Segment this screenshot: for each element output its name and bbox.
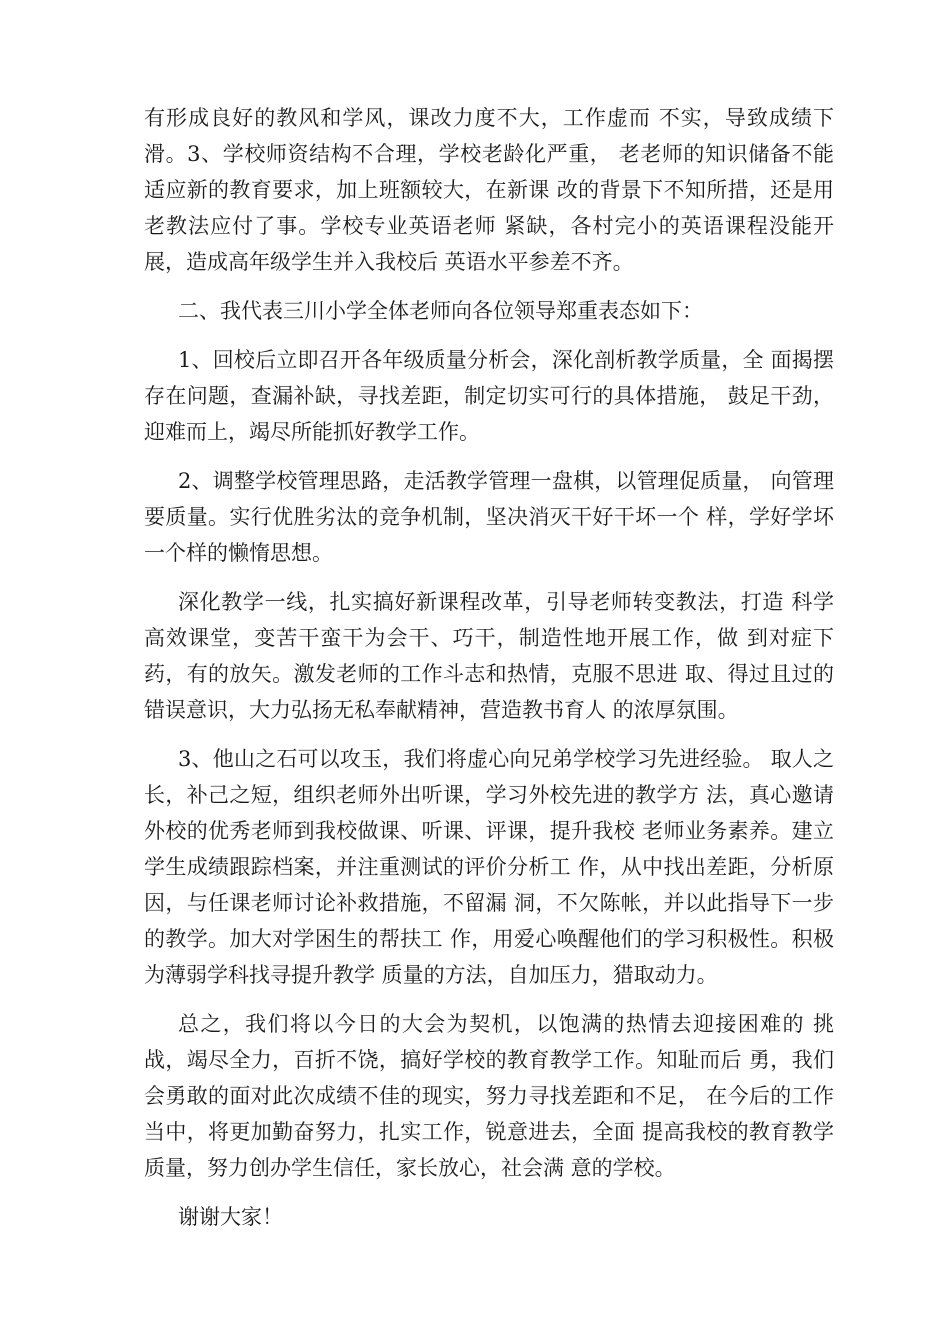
document-body xyxy=(144,100,834,1248)
paragraph-item-one: 1、回校后立即召开各年级质量分析会，深化剖析教学质量，全 面揭摆存在问题，查漏补缺，寻找差距，制定切实可行的具体措施， 鼓足干劲，迎难而上，竭尽所能抓好教学工作。 xyxy=(144,348,834,444)
paragraph-item-three: 3、他山之石可以攻玉，我们将虚心向兄弟学校学习先进经验。 取人之长，补己之短，组织老师外出听课，学习外校先进的教学方 法，真心邀请外校的优秀老师到我校做课、听课、评课，提升我校 老师业务素养。建立学生成绩跟踪档案，并注重测试的评价分析工 作，从中找出差距，分析原因，与任课老师讨论补救措施，不留漏 洞，不欠陈帐，并以此指导下一步的教学。加大对学困生的帮扶工 作，用爱心唤醒他们的学习积极性。积极为薄弱学科找寻提升教学 质量的方法，自加压力，猎取动力。 xyxy=(144,747,834,987)
paragraph-continuation: 有形成良好的教风和学风，课改力度不大，工作虚而 不实，导致成绩下滑。3、学校师资结构不合理，学校老龄化严重， 老老师的知识储备不能适应新的教育要求，加上班额较大，在新课 改的背景下不知所措，还是用老教法应付了事。学校专业英语老师 紧缺，各村完小的英语课程没能开展，造成高年级学生并入我校后 英语水平参差不齐。 xyxy=(144,106,834,274)
paragraph-teaching-frontline: 深化教学一线，扎实搞好新课程改革，引导老师转变教法，打造 科学高效课堂，变苦干蛮干为会干、巧干，制造性地开展工作，做 到对症下药，有的放矢。激发老师的工作斗志和热情，克服不思进 取、得过且过的错误意识，大力弘扬无私奉献精神，营造教书育人 的浓厚氛围。 xyxy=(144,590,834,722)
paragraph-thanks: 谢谢大家！ xyxy=(178,1205,283,1229)
paragraph-conclusion: 总之，我们将以今日的大会为契机，以饱满的热情去迎接困难的 挑战，竭尽全力，百折不饶，搞好学校的教育教学工作。知耻而后 勇，我们会勇敢的面对此次成绩不佳的现实，努力寻找差距和不足， 在今后的工作当中，将更加勤奋努力，扎实工作，锐意进去，全面 提高我校的教育教学质量，努力创办学生信任，家长放心，社会满 意的学校。 xyxy=(144,1012,834,1180)
paragraph-item-two: 2、调整学校管理思路，走活教学管理一盘棋，以管理促质量， 向管理要质量。实行优胜劣汰的竞争机制，坚决消灭干好干坏一个 样，学好学坏一个样的懒惰思想。 xyxy=(144,469,834,565)
paragraph-section-two-heading: 二、我代表三川小学全体老师向各位领导郑重表态如下： xyxy=(178,299,703,323)
